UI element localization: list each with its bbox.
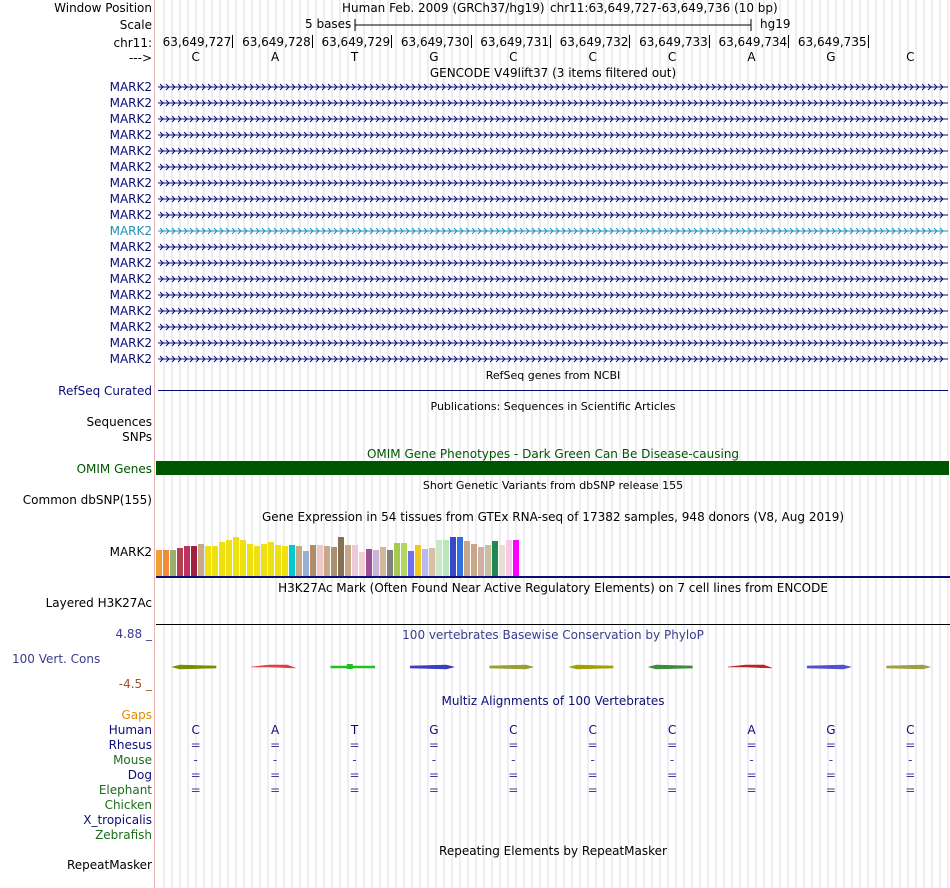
multiz-base: - xyxy=(669,753,675,767)
gtex-tissue-bar[interactable] xyxy=(247,544,253,576)
multiz-base: = xyxy=(508,768,519,782)
gencode-transcript-label[interactable]: MARK2 xyxy=(109,96,152,110)
conservation-glyph xyxy=(331,664,375,669)
coordinate-label: 63,649,733 xyxy=(639,35,708,49)
multiz-base: - xyxy=(828,753,834,767)
window-position-label: Window Position xyxy=(54,1,152,15)
gencode-transcript-line[interactable] xyxy=(158,178,948,188)
multiz-species-label[interactable]: Rhesus xyxy=(108,738,152,752)
multiz-base: C xyxy=(667,723,677,737)
gencode-transcript-label[interactable]: MARK2 xyxy=(109,128,152,142)
gtex-tissue-bar[interactable] xyxy=(268,542,274,576)
gtex-tissue-bar[interactable] xyxy=(513,540,519,576)
gencode-transcript-label[interactable]: MARK2 xyxy=(109,240,152,254)
multiz-gaps-label[interactable]: Gaps xyxy=(121,708,152,722)
multiz-species-label[interactable]: Chicken xyxy=(104,798,152,812)
multiz-species-label[interactable]: Elephant xyxy=(98,783,152,797)
gtex-tissue-bar[interactable] xyxy=(177,548,183,576)
gencode-transcript-label[interactable]: MARK2 xyxy=(109,256,152,270)
base-letter: G xyxy=(826,50,836,64)
gtex-tissue-bar[interactable] xyxy=(366,549,372,576)
gtex-tissue-bar[interactable] xyxy=(464,541,470,576)
multiz-base: = xyxy=(746,768,757,782)
gtex-tissue-bar[interactable] xyxy=(478,547,484,576)
multiz-base: T xyxy=(350,723,359,737)
gtex-tissue-bar[interactable] xyxy=(261,544,267,576)
gtex-tissue-bar[interactable] xyxy=(219,542,225,576)
label-column-separator xyxy=(154,0,155,888)
base-letter: G xyxy=(429,50,439,64)
multiz-base: = xyxy=(667,783,678,797)
gtex-tissue-bar[interactable] xyxy=(226,540,232,576)
repeatmasker-track-title: Repeating Elements by RepeatMasker xyxy=(439,844,667,858)
multiz-base: = xyxy=(825,783,836,797)
gencode-transcript-label[interactable]: MARK2 xyxy=(109,144,152,158)
conservation-glyph xyxy=(251,665,295,668)
conservation-min-label: -4.5 _ xyxy=(118,677,152,691)
gtex-tissue-bar[interactable] xyxy=(212,546,218,576)
base-letter: A xyxy=(747,50,756,64)
gencode-transcript-line[interactable] xyxy=(158,98,948,108)
multiz-base: C xyxy=(588,723,597,737)
strand-label: ---> xyxy=(128,51,152,65)
gtex-tissue-bar[interactable] xyxy=(156,550,162,576)
multiz-base: = xyxy=(349,783,360,797)
gencode-transcript-label[interactable]: MARK2 xyxy=(109,352,152,366)
gencode-transcript-line[interactable] xyxy=(158,354,948,364)
multiz-base: C xyxy=(191,723,200,737)
conservation-track-label[interactable]: 100 Vert. Cons xyxy=(12,652,101,666)
gencode-track-title: GENCODE V49lift37 (3 items filtered out) xyxy=(429,66,677,80)
conservation-glyph xyxy=(172,665,216,669)
gtex-tissue-bar[interactable] xyxy=(415,545,421,576)
multiz-base: = xyxy=(190,768,201,782)
gtex-track-title: Gene Expression in 54 tissues from GTEx RNA-seq of 17382 samples, 948 donors (V8, Aug 2019) xyxy=(261,510,845,524)
gencode-transcript-label[interactable]: MARK2 xyxy=(109,224,152,238)
gtex-tissue-bar[interactable] xyxy=(275,545,281,576)
gencode-transcript-line[interactable] xyxy=(158,114,948,124)
conservation-glyph xyxy=(807,665,851,669)
multiz-base: A xyxy=(747,723,756,737)
gtex-tissue-bar[interactable] xyxy=(198,544,204,576)
omim-track-title: OMIM Gene Phenotypes - Dark Green Can Be Disease-causing xyxy=(366,447,740,461)
multiz-base: = xyxy=(508,738,519,752)
gtex-tissue-bar[interactable] xyxy=(296,546,302,576)
gtex-tissue-bar[interactable] xyxy=(338,537,344,576)
multiz-species-label[interactable]: Dog xyxy=(127,768,152,782)
publications-label-line2[interactable]: SNPs xyxy=(122,430,152,444)
gencode-transcript-line[interactable] xyxy=(158,242,948,252)
multiz-base: = xyxy=(587,783,598,797)
multiz-base: = xyxy=(905,783,916,797)
multiz-base: = xyxy=(825,738,836,752)
multiz-base: = xyxy=(190,783,201,797)
multiz-base: = xyxy=(349,768,360,782)
gencode-transcript-label[interactable]: MARK2 xyxy=(109,272,152,286)
gencode-transcript-line[interactable] xyxy=(158,290,948,300)
chrom-label: chr11: xyxy=(113,36,152,50)
gtex-tissue-bar[interactable] xyxy=(184,546,190,576)
gtex-tissue-bar[interactable] xyxy=(359,552,365,576)
multiz-base: = xyxy=(667,738,678,752)
gencode-transcript-line[interactable] xyxy=(158,338,948,348)
coordinate-label: 63,649,735 xyxy=(797,35,867,49)
gtex-tissue-bar[interactable] xyxy=(450,537,456,576)
multiz-base: A xyxy=(270,723,280,737)
multiz-base: = xyxy=(746,738,757,752)
multiz-base: = xyxy=(270,783,281,797)
multiz-base: = xyxy=(905,768,916,782)
gencode-transcript-label[interactable]: MARK2 xyxy=(109,320,152,334)
gencode-transcript-label[interactable]: MARK2 xyxy=(109,192,152,206)
conservation-glyph xyxy=(490,665,534,669)
gtex-tissue-bar[interactable] xyxy=(345,545,351,576)
gencode-transcript-label[interactable]: MARK2 xyxy=(109,336,152,350)
coordinate-label: 63,649,728 xyxy=(242,35,311,49)
gtex-tissue-bar[interactable] xyxy=(492,541,498,576)
multiz-species-label[interactable]: Zebrafish xyxy=(95,828,152,842)
conservation-glyph xyxy=(887,665,931,669)
conservation-track-title: 100 vertebrates Basewise Conservation by PhyloP xyxy=(402,628,704,642)
multiz-base: = xyxy=(428,738,439,752)
gtex-tissue-bar[interactable] xyxy=(380,547,386,576)
gtex-tissue-bar[interactable] xyxy=(310,545,316,576)
gtex-tissue-bar[interactable] xyxy=(457,537,463,576)
multiz-base: C xyxy=(906,723,915,737)
gencode-transcript-line[interactable] xyxy=(158,274,948,284)
gtex-tissue-bar[interactable] xyxy=(289,545,295,576)
gencode-transcript-line[interactable] xyxy=(158,306,948,316)
gencode-transcript-line[interactable] xyxy=(158,146,948,156)
gtex-tissue-bar[interactable] xyxy=(324,546,330,576)
coordinate-label: 63,649,731 xyxy=(480,35,549,49)
gencode-transcript-label[interactable]: MARK2 xyxy=(109,160,152,174)
refseq-track-title: RefSeq genes from NCBI xyxy=(485,369,621,382)
gencode-transcript-line[interactable] xyxy=(158,210,948,220)
coordinate-label: 63,649,730 xyxy=(400,35,470,49)
base-letter: C xyxy=(509,50,518,64)
gtex-tissue-bar[interactable] xyxy=(303,551,309,576)
multiz-base: = xyxy=(587,768,598,782)
multiz-base: - xyxy=(749,753,754,767)
multiz-base: - xyxy=(431,753,437,767)
gencode-transcript-label[interactable]: MARK2 xyxy=(109,112,152,126)
conservation-wiggle[interactable] xyxy=(156,658,950,678)
multiz-base: - xyxy=(272,753,278,767)
multiz-base: = xyxy=(428,768,439,782)
base-letter: C xyxy=(667,50,677,64)
repeatmasker-track-label[interactable]: RepeatMasker xyxy=(66,858,152,872)
coordinate-label: 63,649,734 xyxy=(718,35,788,49)
multiz-base: = xyxy=(190,738,201,752)
gtex-tissue-bar[interactable] xyxy=(205,546,211,576)
gencode-transcript-label[interactable]: MARK2 xyxy=(109,208,152,222)
gtex-tissue-bar[interactable] xyxy=(170,550,176,576)
gtex-tissue-bar[interactable] xyxy=(471,544,477,576)
gtex-tissue-bar[interactable] xyxy=(233,537,239,576)
gencode-transcript-line[interactable] xyxy=(158,162,948,172)
gencode-transcript-line[interactable] xyxy=(158,258,948,268)
multiz-base: G xyxy=(826,723,836,737)
multiz-base: - xyxy=(908,753,913,767)
gtex-tissue-bar[interactable] xyxy=(352,545,358,576)
multiz-base: = xyxy=(746,783,757,797)
scale-bar xyxy=(354,17,754,33)
publications-label-line1[interactable]: Sequences xyxy=(86,415,152,429)
gtex-tissue-bar[interactable] xyxy=(394,543,400,576)
gtex-tissue-bar[interactable] xyxy=(317,545,323,576)
refseq-track-label[interactable]: RefSeq Curated xyxy=(58,384,152,398)
gtex-expression-bars[interactable] xyxy=(156,524,950,576)
h3k27ac-baseline xyxy=(156,624,950,625)
multiz-base: G xyxy=(429,723,439,737)
gtex-tissue-bar[interactable] xyxy=(191,546,197,576)
h3k27ac-track-title: H3K27Ac Mark (Often Found Near Active Regulatory Elements) on 7 cell lines from ENCODE xyxy=(278,581,828,595)
multiz-base: = xyxy=(508,783,519,797)
omim-track-label[interactable]: OMIM Genes xyxy=(76,462,152,476)
gtex-tissue-bar[interactable] xyxy=(387,550,393,576)
multiz-species-label[interactable]: Human xyxy=(108,723,152,737)
publications-track-title: Publications: Sequences in Scientific Articles xyxy=(430,400,676,413)
assembly-title: Human Feb. 2009 (GRCh37/hg19) xyxy=(342,1,545,15)
scale-label: Scale xyxy=(119,18,152,32)
base-letter: T xyxy=(350,50,359,64)
gencode-transcript-line[interactable] xyxy=(158,322,948,332)
base-letter: A xyxy=(270,50,280,64)
multiz-base: = xyxy=(270,738,281,752)
coordinate-label: 63,649,727 xyxy=(162,35,232,49)
gtex-tissue-bar[interactable] xyxy=(401,543,407,576)
multiz-base: - xyxy=(193,753,198,767)
conservation-glyph xyxy=(410,665,454,669)
position-text: chr11:63,649,727-63,649,736 (10 bp) xyxy=(550,1,778,15)
gencode-transcript-label[interactable]: MARK2 xyxy=(109,304,152,318)
scale-text: 5 bases xyxy=(305,17,352,31)
omim-gene-bar[interactable] xyxy=(156,461,949,475)
multiz-track-title: Multiz Alignments of 100 Vertebrates xyxy=(441,694,665,708)
multiz-base: - xyxy=(590,753,595,767)
refseq-gene-line[interactable] xyxy=(158,390,948,391)
gencode-transcript-label[interactable]: MARK2 xyxy=(109,288,152,302)
gencode-transcript-line[interactable] xyxy=(158,82,948,92)
conservation-max-label: 4.88 _ xyxy=(115,627,152,641)
gencode-transcript-line[interactable] xyxy=(158,226,948,236)
gtex-tissue-bar[interactable] xyxy=(443,540,449,576)
multiz-base: = xyxy=(349,738,360,752)
base-letter: C xyxy=(191,50,200,64)
h3k27ac-track-label[interactable]: Layered H3K27Ac xyxy=(45,596,152,610)
multiz-base: - xyxy=(352,753,357,767)
gtex-tissue-bar[interactable] xyxy=(408,551,414,576)
conservation-glyph xyxy=(728,665,772,668)
gencode-transcript-label[interactable]: MARK2 xyxy=(109,80,152,94)
multiz-base: = xyxy=(667,768,678,782)
base-letter: C xyxy=(906,50,915,64)
gtex-tissue-bar[interactable] xyxy=(506,540,512,576)
gencode-transcript-line[interactable] xyxy=(158,194,948,204)
coordinate-label: 63,649,732 xyxy=(559,35,629,49)
scale-db: hg19 xyxy=(760,17,791,31)
gtex-tissue-bar[interactable] xyxy=(373,550,379,576)
multiz-base: - xyxy=(511,753,516,767)
coordinate-label: 63,649,729 xyxy=(321,35,391,49)
gencode-transcript-label[interactable]: MARK2 xyxy=(109,176,152,190)
multiz-base: = xyxy=(825,768,836,782)
multiz-species-label[interactable]: X_tropicalis xyxy=(83,813,152,827)
conservation-glyph xyxy=(569,665,613,669)
gtex-tissue-bar[interactable] xyxy=(331,547,337,576)
multiz-base: = xyxy=(587,738,598,752)
base-letter: C xyxy=(588,50,597,64)
gtex-tissue-bar[interactable] xyxy=(254,546,260,576)
multiz-species-label[interactable]: Mouse xyxy=(113,753,152,767)
gtex-tissue-bar[interactable] xyxy=(282,546,288,576)
dbsnp-track-label[interactable]: Common dbSNP(155) xyxy=(22,493,152,507)
dbsnp-track-title: Short Genetic Variants from dbSNP release 155 xyxy=(422,479,684,492)
multiz-base: = xyxy=(428,783,439,797)
multiz-base: = xyxy=(270,768,281,782)
gtex-tissue-bar[interactable] xyxy=(429,548,435,576)
gtex-tissue-bar[interactable] xyxy=(422,549,428,576)
gtex-tissue-bar[interactable] xyxy=(499,545,505,576)
gencode-transcript-line[interactable] xyxy=(158,130,948,140)
gtex-track-label[interactable]: MARK2 xyxy=(109,545,152,559)
gtex-tissue-bar[interactable] xyxy=(436,540,442,576)
gtex-baseline xyxy=(156,576,950,578)
gtex-tissue-bar[interactable] xyxy=(163,550,169,576)
gtex-tissue-bar[interactable] xyxy=(485,545,491,576)
conservation-glyph xyxy=(648,665,692,669)
coordinate-tick xyxy=(868,35,869,48)
multiz-base: = xyxy=(905,738,916,752)
multiz-base: C xyxy=(509,723,518,737)
gtex-tissue-bar[interactable] xyxy=(240,540,246,576)
